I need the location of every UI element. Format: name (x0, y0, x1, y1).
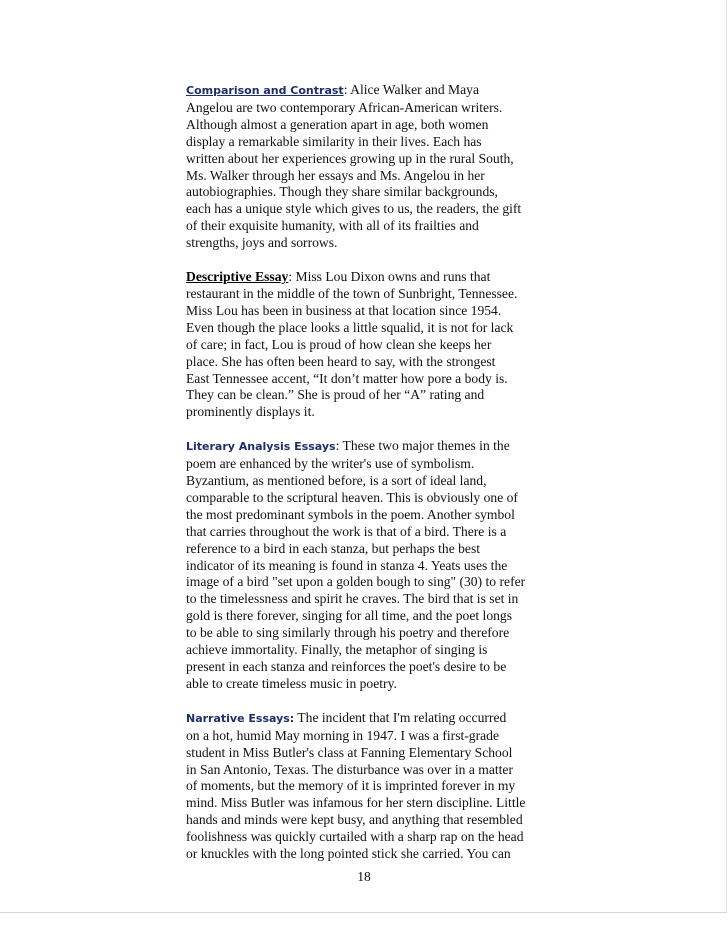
heading-separator: : (288, 269, 296, 285)
paragraph-narrative-essays (186, 710, 536, 863)
paragraph-body: Miss Lou Dixon owns and runs that restaurant in the middle of the town of Sunbright, Tennessee. Miss Lou has been in business at that location since 1954. Even though the place looks a little squalid, it is not for lack of care; in fact, Lou is proud of how clean she keeps her place. She has often been heard to say, with the strongest East Tennessee accent, “It don’t matter how pore a body is. They can be clean.” She is proud of her “A” rating and prominently displays it. (186, 269, 518, 420)
paragraph-body: The incident that I'm relating occurred on a hot, humid May morning in 1947. I was a first-grade student in Miss Butler's class at Fanning Elementary School in San Antonio, Texas. The disturbance was over in a matter of moments, but the memory of it is imprinted forever in my mind. Miss Butler was infamous for her stern discipline. Little hands and minds were kept busy, and anything that resembled foolishness was quickly curtailed with a sharp rap on the head or knuckles with the long pointed stick she carried. You can (186, 709, 526, 862)
heading-literary-analysis-essays: Literary Analysis Essays (186, 440, 336, 454)
paragraph-descriptive-essay (186, 269, 536, 421)
page-content (186, 82, 536, 880)
heading-comparison-and-contrast: Comparison and Contrast (186, 84, 344, 97)
paragraph-comparison-and-contrast (186, 82, 536, 252)
heading-narrative-essays: Narrative Essays: (186, 711, 295, 725)
paragraph-literary-analysis-essays (186, 438, 536, 693)
page-number: 18 (357, 869, 371, 884)
heading-separator: : (335, 438, 343, 454)
heading-separator: : (343, 82, 351, 97)
paragraph-body: These two major themes in the poem are enhanced by the writer's use of symbolism. Byzantium, as mentioned before, is a sort of ideal land, comparable to the scriptural heaven. This is obviously one of the most predominant symbols in the poem. Another symbol that carries throughout the work is that of a bird. There is a reference to a bird in each stanza, but perhaps the best indicator of its meaning is found in stanza 4. Yeats uses the image of a bird "set upon a golden bough to sing" (30) to refer to the timelessness and spirit he craves. The bird that is set in gold is there forever, singing for all time, and the poet longs to be able to sing similarly through his poetry and therefore achieve immortality. Finally, the metaphor of singing is present in each stanza and reinforces the poet's desire to be able to create timeless music in poetry. (186, 438, 526, 691)
heading-descriptive-essay: Descriptive Essay (186, 269, 289, 285)
paragraph-body: Alice Walker and Maya Angelou are two contemporary African-American writers. Although almost a generation apart in age, both women display a remarkable similarity in their lives. Each has written about her experiences growing up in the rural South, Ms. Walker through her essays and Ms. Angelou in her autobiographies. Though they share similar backgrounds, each has a unique style which gives to us, the readers, the gift of their exquisite humanity, with all of its frailties and strengths, joys and sorrows. (186, 82, 522, 251)
